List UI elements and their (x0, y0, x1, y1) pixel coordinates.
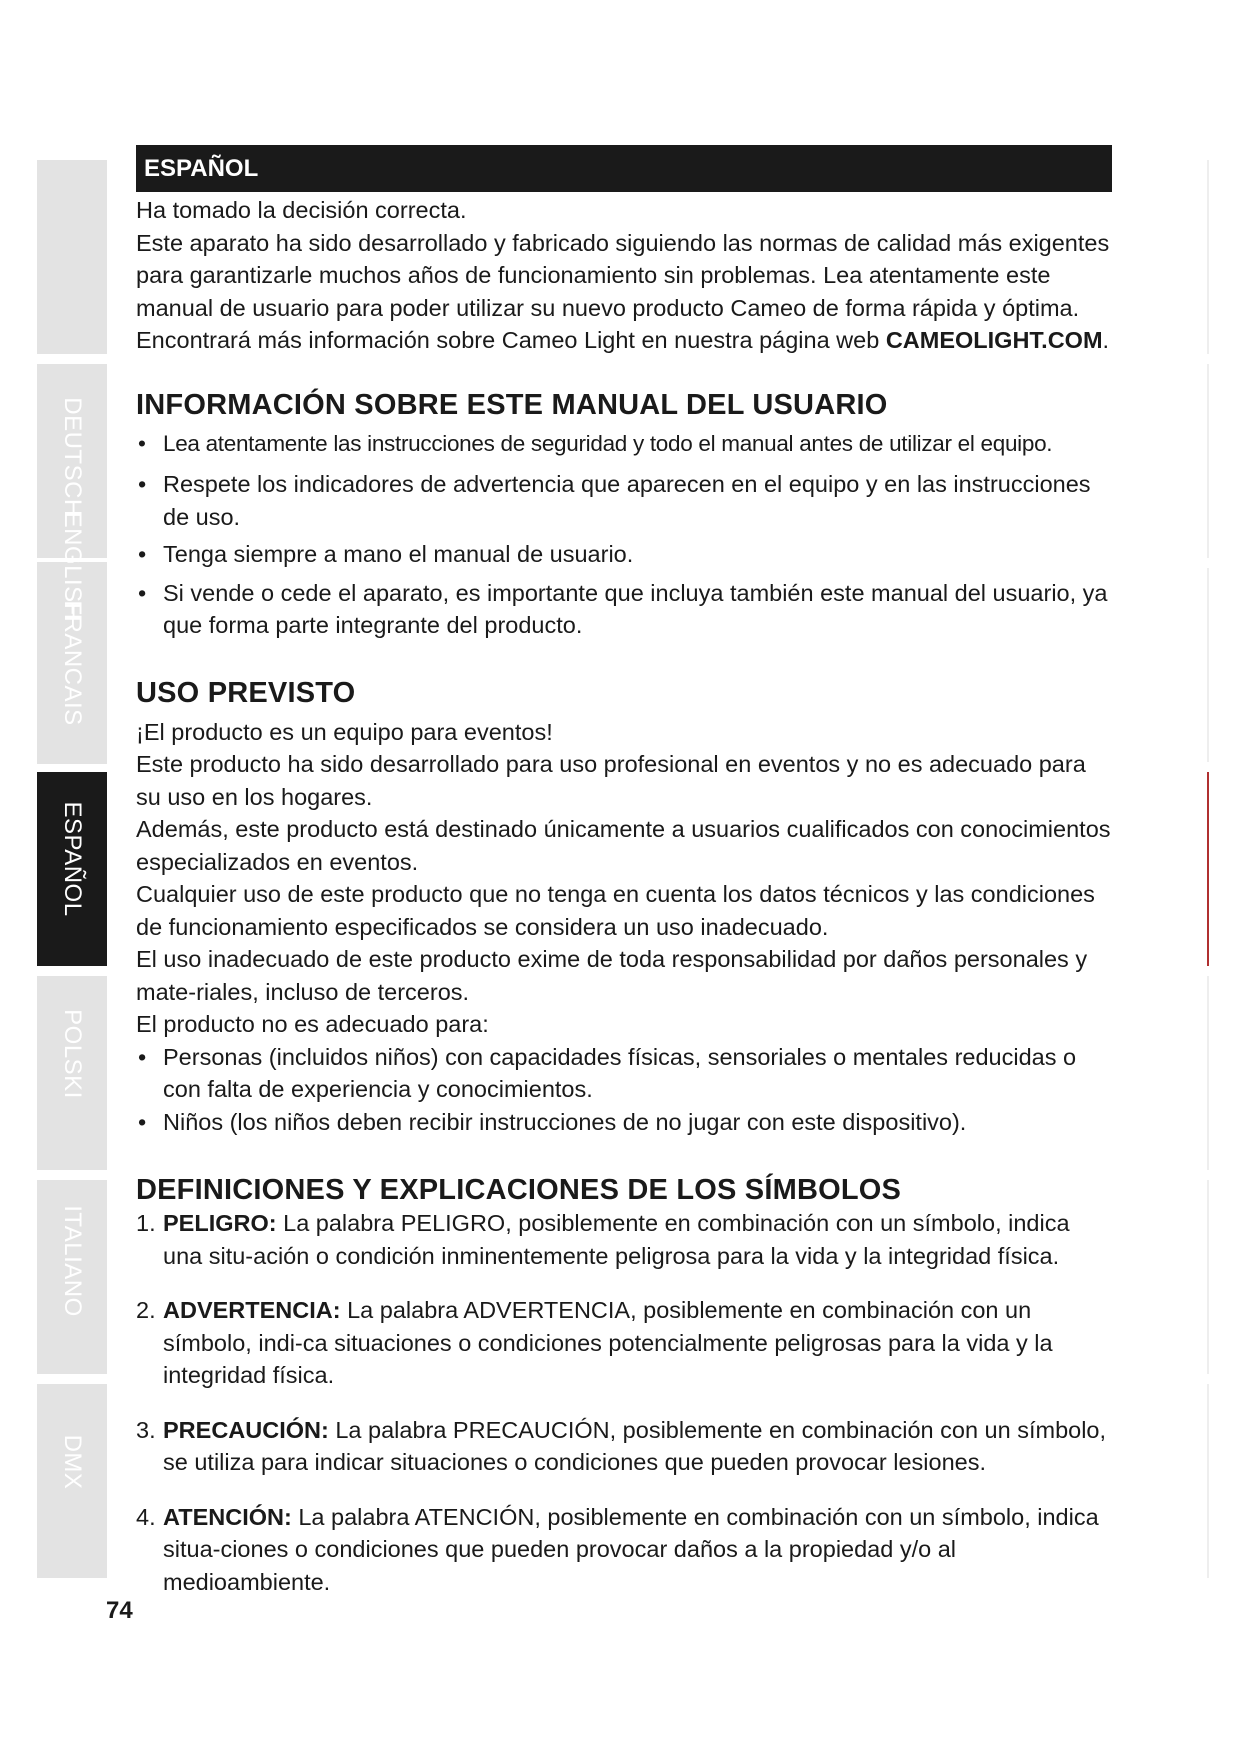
use-paragraph: El uso inadecuado de este producto exime de toda responsabilidad por daños personales y mate-riales, incluso de terceros. (136, 946, 1088, 1005)
page-number: 74 (106, 1597, 133, 1624)
manual-bullet: • Tenga siempre a mano el manual de usuario. (136, 538, 1112, 571)
intro-end: . (1102, 327, 1110, 353)
language-header: ESPAÑOL (136, 145, 1112, 192)
nav-tab-espanol[interactable] (37, 772, 107, 966)
section-use-title: USO PREVISTO (136, 676, 356, 709)
use-bullet: • Niños (los niños deben recibir instrucciones de no jugar con este dispositivo). (136, 1106, 1112, 1139)
nav-tab-english-label-holder (37, 500, 107, 621)
symbol-term: ATENCIÓN: (163, 1503, 292, 1530)
nav-tab-espanol-label: ESPAÑOL (59, 801, 86, 917)
right-edge-mark (1207, 1384, 1209, 1578)
use-paragraph: El producto no es adecuado para: (136, 1011, 489, 1037)
nav-tab-deutsch-label: DEUTSCH (59, 397, 86, 517)
symbol-text: La palabra PELIGRO, posiblemente en combinación con un símbolo, indica una situ-ación o condición inminentemente peligrosa para la vida y la integridad física. (163, 1210, 1070, 1269)
symbol-number: 3. (136, 1416, 156, 1443)
nav-tab-top[interactable] (37, 160, 107, 354)
symbol-definition (136, 1414, 1112, 1479)
intro-body: Este aparato ha sido desarrollado y fabricado siguiendo las normas de calidad más exigentes para garantizarle muchos años de funcionamiento sin problemas. Lea atentamente este manual de usuario para poder utilizar su nuevo producto Cameo de forma rápida y óptima. Encontrará más información sobre Cameo Light en nuestra página web (136, 229, 1110, 353)
nav-tab-polski[interactable] (37, 976, 107, 1170)
nav-tab-italiano[interactable] (37, 1180, 107, 1374)
use-paragraph: ¡El producto es un equipo para eventos! (136, 718, 553, 745)
symbol-number: 4. (136, 1503, 156, 1530)
manual-bullet: • Lea atentamente las instrucciones de seguridad y todo el manual antes de utilizar el equipo. (136, 428, 1112, 461)
right-edge-mark (1207, 568, 1209, 762)
right-edge-mark (1207, 976, 1209, 1170)
use-paragraph: Este producto ha sido desarrollado para uso profesional en eventos y no es adecuado para su uso en los hogares. (136, 751, 1086, 810)
symbol-term: PRECAUCIÓN: (163, 1416, 329, 1443)
intro-line: Ha tomado la decisión correcta. (136, 197, 467, 223)
section-manual-title: INFORMACIÓN SOBRE ESTE MANUAL DEL USUARIO (136, 388, 888, 421)
section-symbols-title: DEFINICIONES Y EXPLICACIONES DE LOS SÍMBOLOS (136, 1174, 902, 1206)
main-content (136, 194, 1112, 1598)
right-edge-mark (1207, 160, 1209, 354)
symbol-term: PELIGRO: (163, 1210, 277, 1236)
use-bullet: • Personas (incluidos niños) con capacidades físicas, sensoriales o mentales reducidas o con falta de experiencia y conocimientos. (136, 1041, 1112, 1106)
nav-tab-francais-label: FRANCAIS (59, 600, 86, 726)
website-link[interactable]: CAMEOLIGHT.COM (885, 327, 1103, 353)
use-paragraph: Además, este producto está destinado únicamente a usuarios cualificados con conocimientos especializados en eventos. (136, 816, 1111, 875)
right-edge-mark (1207, 364, 1209, 558)
right-edge-mark-active (1207, 772, 1209, 966)
manual-bullet: • Respete los indicadores de advertencia que aparecen en el equipo y en las instrucciones de uso. (136, 468, 1112, 533)
symbol-definition (136, 1501, 1112, 1599)
intro-paragraph (136, 227, 1112, 357)
symbol-text: La palabra PRECAUCIÓN, posiblemente en combinación con un símbolo, se utiliza para indicar situaciones o condiciones que pueden provocar lesiones. (163, 1416, 1107, 1475)
symbol-definition (136, 1207, 1112, 1272)
nav-tab-english-label: ENGLISH (59, 511, 86, 621)
right-edge-mark (1207, 1180, 1209, 1374)
use-paragraph: Cualquier uso de este producto que no tenga en cuenta los datos técnicos y las condiciones de funcionamiento especificados se considera un uso inadecuado. (136, 881, 1095, 940)
nav-tab-italiano-label: ITALIANO (59, 1205, 86, 1318)
manual-bullet: • Si vende o cede el aparato, es importante que incluya también este manual del usuario, ya que forma parte integrante del producto. (136, 577, 1112, 642)
nav-tab-dmx[interactable] (37, 1384, 107, 1578)
symbol-text: La palabra ATENCIÓN, posiblemente en combinación con un símbolo, indica situa-ciones o condiciones que pueden provocar daños a la propiedad y/o al medioambiente. (163, 1503, 1099, 1595)
symbol-number: 2. (136, 1297, 156, 1323)
symbol-text: La palabra ADVERTENCIA, posiblemente en combinación con un símbolo, indi-ca situaciones o condiciones potencialmente peligrosas para la vida y la integridad física. (163, 1297, 1053, 1388)
nav-tab-dmx-label: DMX (59, 1434, 86, 1490)
nav-tab-polski-label: POLSKI (59, 1008, 86, 1099)
symbol-number: 1. (136, 1210, 156, 1236)
symbol-term: ADVERTENCIA: (163, 1297, 341, 1323)
symbol-definition (136, 1294, 1112, 1392)
